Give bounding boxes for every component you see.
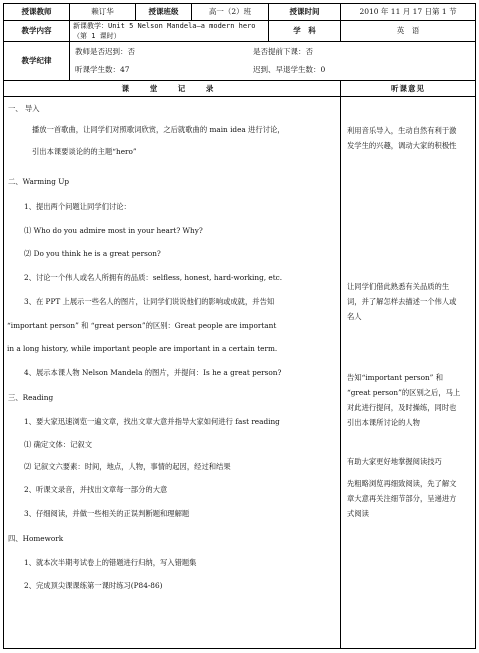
record-line: 1、提出两个问题让同学们讨论：	[24, 202, 131, 211]
record-line: 2、讨论一个伟人或名人所拥有的品质：selfless, honest, hard-working, etc.	[24, 273, 283, 282]
record-line: 3、仔细阅读，并做一些相关的正误判断题和理解题	[24, 509, 190, 518]
opinion-item: 有助大家更好地掌握阅读技巧	[347, 457, 442, 466]
record-body	[4, 97, 341, 649]
teacher-value: 赖订华	[70, 4, 136, 21]
record-line: 2、完成顶尖课课练第一课时练习(P84-86)	[24, 581, 163, 590]
record-line: 引出本课要谈论的的主题“hero”	[32, 147, 137, 156]
subject-value: 英 语	[341, 21, 476, 42]
opinion-title: 听课意见	[341, 81, 476, 97]
subject-label: 学 科	[269, 21, 341, 42]
opinion-item: 先粗略浏览再细致阅读，先了解文章大意再关注细节部分，呈递进方式阅读	[347, 479, 457, 518]
discipline-info	[70, 42, 476, 81]
record-line: 播放一首歌曲，让同学们对照歌词欣赏，之后就歌曲的 main idea 进行讨论，	[32, 125, 285, 134]
record-line: 一、 导入	[8, 104, 40, 113]
teacher-label: 授课教师	[4, 4, 70, 21]
record-line: 1、就本次半期考试卷上的错题进行归纳，写入错题集	[24, 558, 197, 567]
record-line: 4、展示本课人物 Nelson Mandela 的图片，并提问：Is he a great person?	[24, 368, 282, 377]
record-line: 3、在 PPT 上展示一些名人的图片，让同学们说说他们的影响或成就，并告知	[24, 297, 275, 306]
opinion-item: 让同学们借此熟悉有关品质的生词，并了解怎样去描述一个伟人或名人	[347, 282, 457, 321]
late-students: 迟到、早退学生数：0	[253, 65, 326, 74]
record-line: ⑴ Who do you admire most in your heart? Why?	[24, 226, 203, 235]
late-teacher: 教师是否迟到：否	[75, 47, 135, 56]
record-line: 1、要大家迅速浏览一遍文章，找出文章大意并指导大家如何进行 fast reading	[24, 417, 280, 426]
record-line: ⑵ 记叙文六要素：时间，地点，人物，事情的起因，经过和结果	[24, 462, 231, 471]
content-value	[70, 21, 269, 42]
opinion-body	[341, 97, 476, 649]
content-text: 新课教学：Unit 5 Nelson Mandela—a modern hero（第 1 课时）	[73, 22, 256, 40]
record-line: “important person” 和 “great person”的区别：Great people are important	[7, 321, 277, 330]
record-line: 三、Reading	[8, 393, 54, 402]
class-value: 高一（2）班	[192, 4, 269, 21]
record-line: in a long history, while important people are important in a certain term.	[7, 344, 278, 353]
time-value: 2010 年 11 月 17 日第 1 节	[341, 4, 476, 21]
opinion-item: 告知“important person” 和 “great person”的区别之后，马上对此进行提问，及时操练，同时也引出本课所讨论的人物	[347, 373, 461, 427]
record-line: 二、Warming Up	[8, 177, 70, 186]
early-leave: 是否提前下课：否	[253, 47, 313, 56]
class-label: 授课班级	[136, 4, 192, 21]
lecture-record-form	[3, 3, 476, 649]
time-label: 授课时间	[269, 4, 341, 21]
content-label: 教学内容	[4, 21, 70, 42]
opinion-item: 利用音乐导入，生动自然有利于激发学生的兴趣，调动大家的积极性	[347, 126, 457, 150]
record-line: ⑴ 确定文体：记叙文	[24, 440, 92, 449]
student-count: 听课学生数：47	[75, 65, 130, 74]
discipline-label: 教学纪律	[4, 42, 70, 81]
record-line: 四、Homework	[8, 534, 64, 543]
record-title: 课 堂 记 录	[4, 81, 341, 97]
record-line: 2、听课文录音，并找出文章每一部分的大意	[24, 485, 168, 494]
record-line: ⑵ Do you think he is a great person?	[24, 249, 161, 258]
